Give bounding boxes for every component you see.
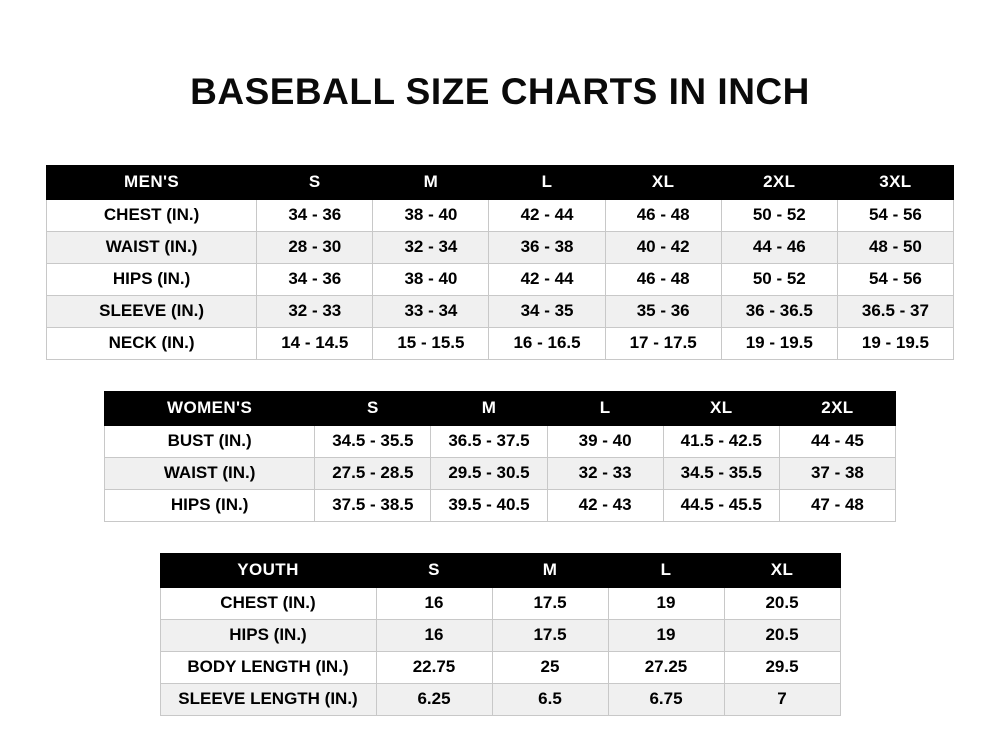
table-cell: 44 - 45 [779,425,895,457]
table-header-row [47,165,954,199]
row-header: HIPS (IN.) [105,489,315,521]
table-cell: 44 - 46 [721,231,837,263]
table-cell: 17 - 17.5 [605,327,721,359]
table-cell: 32 - 33 [547,457,663,489]
row-header: WAIST (IN.) [105,457,315,489]
table-cell: 41.5 - 42.5 [663,425,779,457]
table-cell: 48 - 50 [837,231,953,263]
table-cell: 22.75 [376,651,492,683]
table-cell: 6.75 [608,683,724,715]
row-header: NECK (IN.) [47,327,257,359]
table-cell: 15 - 15.5 [373,327,489,359]
column-header: XL [663,391,779,425]
table-row [160,683,840,715]
table-cell: 19 [608,587,724,619]
table-cell: 7 [724,683,840,715]
column-header: M [492,553,608,587]
table-cell: 36 - 38 [489,231,605,263]
column-header: 2XL [779,391,895,425]
page-title: BASEBALL SIZE CHARTS IN INCH [190,71,810,112]
column-header: L [489,165,605,199]
table-cell: 14 - 14.5 [257,327,373,359]
table-cell: 39 - 40 [547,425,663,457]
womens-size-table [104,391,896,522]
table-row [47,199,954,231]
table-row [47,263,954,295]
column-header: 3XL [837,165,953,199]
row-header: CHEST (IN.) [47,199,257,231]
column-header: MEN'S [47,165,257,199]
table-cell: 27.5 - 28.5 [315,457,431,489]
row-header: WAIST (IN.) [47,231,257,263]
column-header: L [547,391,663,425]
table-row [47,231,954,263]
table-row [160,619,840,651]
table-row [105,425,896,457]
row-header: CHEST (IN.) [160,587,376,619]
row-header: SLEEVE (IN.) [47,295,257,327]
table-cell: 34 - 35 [489,295,605,327]
table-cell: 35 - 36 [605,295,721,327]
table-cell: 34.5 - 35.5 [315,425,431,457]
table-cell: 38 - 40 [373,199,489,231]
table-row [47,327,954,359]
table-cell: 32 - 33 [257,295,373,327]
table-cell: 44.5 - 45.5 [663,489,779,521]
column-header: S [376,553,492,587]
table-cell: 20.5 [724,587,840,619]
column-header: 2XL [721,165,837,199]
table-cell: 34 - 36 [257,263,373,295]
table-cell: 46 - 48 [605,199,721,231]
table-cell: 6.5 [492,683,608,715]
table-cell: 42 - 43 [547,489,663,521]
table-cell: 54 - 56 [837,263,953,295]
table-cell: 40 - 42 [605,231,721,263]
row-header: BUST (IN.) [105,425,315,457]
table-header-row [160,553,840,587]
table-cell: 27.25 [608,651,724,683]
table-cell: 46 - 48 [605,263,721,295]
column-header: XL [605,165,721,199]
table-cell: 42 - 44 [489,199,605,231]
row-header: HIPS (IN.) [47,263,257,295]
table-row [160,587,840,619]
table-cell: 50 - 52 [721,263,837,295]
column-header: M [431,391,547,425]
table-row [105,457,896,489]
table-row [105,489,896,521]
row-header: HIPS (IN.) [160,619,376,651]
table-cell: 37.5 - 38.5 [315,489,431,521]
table-row [47,295,954,327]
table-cell: 25 [492,651,608,683]
table-cell: 17.5 [492,619,608,651]
table-cell: 29.5 - 30.5 [431,457,547,489]
table-cell: 34.5 - 35.5 [663,457,779,489]
column-header: M [373,165,489,199]
column-header: WOMEN'S [105,391,315,425]
table-cell: 20.5 [724,619,840,651]
table-cell: 42 - 44 [489,263,605,295]
table-cell: 38 - 40 [373,263,489,295]
table-cell: 32 - 34 [373,231,489,263]
column-header: S [315,391,431,425]
column-header: L [608,553,724,587]
table-cell: 19 [608,619,724,651]
table-cell: 17.5 [492,587,608,619]
table-cell: 19 - 19.5 [721,327,837,359]
table-cell: 50 - 52 [721,199,837,231]
table-cell: 29.5 [724,651,840,683]
table-cell: 36.5 - 37 [837,295,953,327]
table-cell: 54 - 56 [837,199,953,231]
table-row [160,651,840,683]
table-cell: 37 - 38 [779,457,895,489]
table-cell: 28 - 30 [257,231,373,263]
table-cell: 36 - 36.5 [721,295,837,327]
table-header-row [105,391,896,425]
table-cell: 6.25 [376,683,492,715]
youth-size-table [160,553,841,716]
table-cell: 36.5 - 37.5 [431,425,547,457]
table-cell: 33 - 34 [373,295,489,327]
table-cell: 16 [376,619,492,651]
row-header: BODY LENGTH (IN.) [160,651,376,683]
column-header: YOUTH [160,553,376,587]
column-header: S [257,165,373,199]
table-cell: 19 - 19.5 [837,327,953,359]
table-cell: 39.5 - 40.5 [431,489,547,521]
mens-size-table [46,165,954,360]
table-cell: 16 - 16.5 [489,327,605,359]
tables-container [0,165,1000,716]
column-header: XL [724,553,840,587]
row-header: SLEEVE LENGTH (IN.) [160,683,376,715]
table-cell: 47 - 48 [779,489,895,521]
table-cell: 16 [376,587,492,619]
table-cell: 34 - 36 [257,199,373,231]
